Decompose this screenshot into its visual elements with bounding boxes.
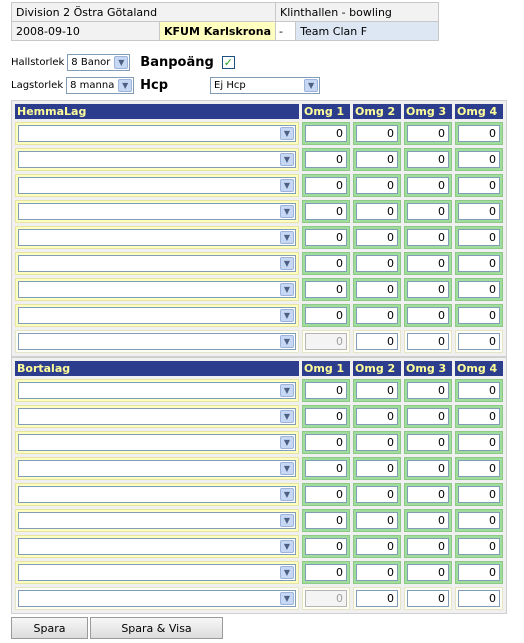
away-total-row <box>15 587 503 610</box>
home-score-cell <box>302 278 350 301</box>
home-score-cell <box>302 174 350 197</box>
home-score-input-omg-3[interactable]: 0 <box>407 307 449 324</box>
chevron-down-icon: ▼ <box>280 153 294 166</box>
home-score-cell <box>404 200 452 223</box>
away-score-input-omg-4[interactable]: 0 <box>458 486 500 503</box>
hcp-value: Ej Hcp <box>214 80 246 91</box>
division-cell: Division 2 Östra Götaland <box>12 3 276 22</box>
home-player-select[interactable] <box>18 255 296 272</box>
away-score-cell <box>302 509 350 532</box>
match-info-table <box>11 2 439 41</box>
away-player-row <box>15 535 503 558</box>
settings-row-1 <box>11 54 235 71</box>
away-score-cell <box>455 509 503 532</box>
chevron-down-icon: ▼ <box>280 410 294 423</box>
away-extra-player-select[interactable] <box>18 590 296 607</box>
home-score-cell <box>455 200 503 223</box>
home-score-cell <box>353 122 401 145</box>
lagstorlek-value: 8 manna <box>70 80 115 91</box>
away-col-4: Omg 4 <box>455 361 503 376</box>
home-score-cell <box>353 304 401 327</box>
away-extra-player-cell <box>15 587 299 610</box>
chevron-down-icon: ▼ <box>280 488 294 501</box>
home-score-cell <box>302 304 350 327</box>
hallstorlek-select[interactable] <box>67 54 130 71</box>
away-score-cell <box>404 457 452 480</box>
chevron-down-icon: ▼ <box>280 540 294 553</box>
home-total-omg-1: 0 <box>305 333 347 350</box>
home-total-cell <box>302 330 350 353</box>
home-player-row <box>15 122 503 145</box>
home-player-row <box>15 200 503 223</box>
home-extra-player-cell <box>15 330 299 353</box>
away-player-row <box>15 431 503 454</box>
away-score-cell <box>455 561 503 584</box>
away-score-input-omg-1[interactable]: 0 <box>305 512 347 529</box>
home-col-4: Omg 4 <box>455 104 503 119</box>
away-score-cell <box>404 535 452 558</box>
away-score-cell <box>404 379 452 402</box>
chevron-down-icon: ▼ <box>280 436 294 449</box>
home-score-input-omg-1[interactable]: 0 <box>305 255 347 272</box>
away-total-cell <box>302 587 350 610</box>
home-player-cell <box>15 226 299 249</box>
home-score-cell <box>455 148 503 171</box>
chevron-down-icon: ▼ <box>280 127 294 140</box>
away-score-cell <box>353 379 401 402</box>
away-total-cell <box>404 587 452 610</box>
home-player-cell <box>15 174 299 197</box>
home-score-cell <box>455 304 503 327</box>
away-player-cell <box>15 561 299 584</box>
away-score-input-omg-1[interactable]: 0 <box>305 538 347 555</box>
away-total-omg-1: 0 <box>305 590 347 607</box>
home-score-cell <box>302 122 350 145</box>
away-score-input-omg-2[interactable]: 0 <box>356 382 398 399</box>
save-and-view-button[interactable]: Spara & Visa <box>90 617 223 639</box>
away-player-row <box>15 457 503 480</box>
away-score-input-omg-2[interactable]: 0 <box>356 564 398 581</box>
home-total-omg-4[interactable]: 0 <box>458 333 500 350</box>
home-score-input-omg-2[interactable]: 0 <box>356 307 398 324</box>
away-player-cell <box>15 379 299 402</box>
away-player-row <box>15 379 503 402</box>
away-score-cell <box>455 457 503 480</box>
chevron-down-icon: ▼ <box>280 566 294 579</box>
away-score-input-omg-1[interactable]: 0 <box>305 564 347 581</box>
hcp-label: Hcp <box>140 78 169 93</box>
away-player-select[interactable] <box>18 538 296 555</box>
away-score-input-omg-3[interactable]: 0 <box>407 408 449 425</box>
home-col-2: Omg 2 <box>353 104 401 119</box>
home-score-input-omg-1[interactable]: 0 <box>305 151 347 168</box>
chevron-down-icon: ▼ <box>280 179 294 192</box>
home-player-cell <box>15 122 299 145</box>
home-score-input-omg-4[interactable]: 0 <box>458 229 500 246</box>
home-score-input-omg-3[interactable]: 0 <box>407 229 449 246</box>
home-player-row <box>15 278 503 301</box>
home-score-cell <box>455 252 503 275</box>
away-player-cell <box>15 405 299 428</box>
away-score-input-omg-2[interactable]: 0 <box>356 486 398 503</box>
home-score-cell <box>353 174 401 197</box>
chevron-down-icon: ▼ <box>280 309 294 322</box>
home-score-cell <box>353 226 401 249</box>
home-score-cell <box>404 174 452 197</box>
home-score-input-omg-1[interactable]: 0 <box>305 281 347 298</box>
banpoang-checkbox[interactable] <box>222 56 235 69</box>
away-score-input-omg-2[interactable]: 0 <box>356 512 398 529</box>
away-score-cell <box>302 457 350 480</box>
away-score-cell <box>455 535 503 558</box>
home-score-input-omg-2[interactable]: 0 <box>356 177 398 194</box>
chevron-down-icon: ▼ <box>114 56 128 69</box>
home-total-row <box>15 330 503 353</box>
away-score-cell <box>353 561 401 584</box>
home-score-cell <box>404 304 452 327</box>
home-score-input-omg-1[interactable]: 0 <box>305 203 347 220</box>
home-player-row <box>15 252 503 275</box>
home-score-input-omg-3[interactable]: 0 <box>407 125 449 142</box>
away-player-cell <box>15 483 299 506</box>
away-player-row <box>15 405 503 428</box>
home-score-input-omg-4[interactable]: 0 <box>458 125 500 142</box>
home-score-input-omg-3[interactable]: 0 <box>407 151 449 168</box>
away-score-input-omg-2[interactable]: 0 <box>356 408 398 425</box>
away-score-input-omg-4[interactable]: 0 <box>458 538 500 555</box>
home-player-select[interactable] <box>18 203 296 220</box>
home-score-cell <box>455 278 503 301</box>
home-score-input-omg-2[interactable]: 0 <box>356 203 398 220</box>
home-player-cell <box>15 252 299 275</box>
home-score-input-omg-3[interactable]: 0 <box>407 255 449 272</box>
home-col-3: Omg 3 <box>404 104 452 119</box>
home-total-cell <box>404 330 452 353</box>
away-score-input-omg-3[interactable]: 0 <box>407 512 449 529</box>
home-total-omg-2[interactable]: 0 <box>356 333 398 350</box>
away-col-3: Omg 3 <box>404 361 452 376</box>
away-col-1: Omg 1 <box>302 361 350 376</box>
chevron-down-icon: ▼ <box>280 283 294 296</box>
away-score-input-omg-4[interactable]: 0 <box>458 512 500 529</box>
away-score-input-omg-1[interactable]: 0 <box>305 460 347 477</box>
chevron-down-icon: ▼ <box>280 462 294 475</box>
home-score-input-omg-1[interactable]: 0 <box>305 125 347 142</box>
chevron-down-icon: ▼ <box>304 79 318 92</box>
home-score-cell <box>353 200 401 223</box>
away-total-omg-2[interactable]: 0 <box>356 590 398 607</box>
away-total-cell <box>353 587 401 610</box>
hcp-select[interactable] <box>210 77 320 94</box>
away-player-row <box>15 483 503 506</box>
away-total-omg-4[interactable]: 0 <box>458 590 500 607</box>
hallstorlek-label: Hallstorlek <box>11 57 65 68</box>
home-score-cell <box>302 252 350 275</box>
lagstorlek-label: Lagstorlek <box>11 80 64 91</box>
banpoang-label: Banpoäng <box>140 55 214 70</box>
away-player-cell <box>15 509 299 532</box>
away-score-cell <box>455 431 503 454</box>
home-player-row <box>15 226 503 249</box>
away-player-select[interactable] <box>18 486 296 503</box>
chevron-down-icon: ▼ <box>280 335 294 348</box>
home-player-row <box>15 174 503 197</box>
home-score-input-omg-4[interactable]: 0 <box>458 255 500 272</box>
lagstorlek-select[interactable] <box>66 77 134 94</box>
away-score-input-omg-1[interactable]: 0 <box>305 486 347 503</box>
home-score-cell <box>404 226 452 249</box>
home-player-cell <box>15 304 299 327</box>
chevron-down-icon: ▼ <box>280 231 294 244</box>
chevron-down-icon: ▼ <box>280 514 294 527</box>
away-total-omg-3[interactable]: 0 <box>407 590 449 607</box>
away-col-2: Omg 2 <box>353 361 401 376</box>
chevron-down-icon: ▼ <box>118 79 132 92</box>
home-score-input-omg-2[interactable]: 0 <box>356 229 398 246</box>
away-score-cell <box>455 379 503 402</box>
home-score-input-omg-3[interactable]: 0 <box>407 281 449 298</box>
team-separator: - <box>276 22 296 41</box>
away-team-grid <box>11 357 507 614</box>
home-score-input-omg-2[interactable]: 0 <box>356 255 398 272</box>
away-score-cell <box>404 509 452 532</box>
home-score-input-omg-4[interactable]: 0 <box>458 177 500 194</box>
home-score-cell <box>404 278 452 301</box>
home-player-select[interactable] <box>18 151 296 168</box>
home-player-row <box>15 148 503 171</box>
hallstorlek-value: 8 Banor <box>71 57 111 68</box>
home-team-grid <box>11 100 507 357</box>
away-score-input-omg-2[interactable]: 0 <box>356 434 398 451</box>
home-score-cell <box>404 122 452 145</box>
away-score-cell <box>353 405 401 428</box>
home-score-cell <box>302 200 350 223</box>
home-total-cell <box>353 330 401 353</box>
home-player-cell <box>15 200 299 223</box>
away-score-input-omg-1[interactable]: 0 <box>305 434 347 451</box>
away-score-cell <box>404 405 452 428</box>
home-score-cell <box>404 252 452 275</box>
away-score-input-omg-3[interactable]: 0 <box>407 564 449 581</box>
away-score-input-omg-4[interactable]: 0 <box>458 382 500 399</box>
away-score-cell <box>404 561 452 584</box>
venue-cell: Klinthallen - bowling <box>276 3 439 22</box>
away-header: Bortalag <box>15 361 299 376</box>
home-score-input-omg-2[interactable]: 0 <box>356 125 398 142</box>
home-score-input-omg-1[interactable]: 0 <box>305 229 347 246</box>
away-player-cell <box>15 457 299 480</box>
away-total-cell <box>455 587 503 610</box>
away-score-cell <box>455 405 503 428</box>
home-score-input-omg-2[interactable]: 0 <box>356 281 398 298</box>
home-score-input-omg-3[interactable]: 0 <box>407 177 449 194</box>
away-player-cell <box>15 535 299 558</box>
home-score-input-omg-4[interactable]: 0 <box>458 203 500 220</box>
away-player-select[interactable] <box>18 460 296 477</box>
away-score-cell <box>302 379 350 402</box>
chevron-down-icon: ▼ <box>280 384 294 397</box>
away-player-select[interactable] <box>18 434 296 451</box>
home-team-cell: KFUM Karlskrona <box>160 22 276 41</box>
home-player-cell <box>15 278 299 301</box>
home-score-input-omg-2[interactable]: 0 <box>356 151 398 168</box>
away-score-cell <box>404 431 452 454</box>
away-score-input-omg-2[interactable]: 0 <box>356 538 398 555</box>
home-score-input-omg-4[interactable]: 0 <box>458 281 500 298</box>
home-score-cell <box>353 252 401 275</box>
away-score-input-omg-1[interactable]: 0 <box>305 408 347 425</box>
home-score-cell <box>455 174 503 197</box>
away-score-cell <box>302 535 350 558</box>
check-icon: ✓ <box>223 56 233 69</box>
away-score-cell <box>404 483 452 506</box>
away-score-cell <box>302 561 350 584</box>
home-score-input-omg-1[interactable]: 0 <box>305 177 347 194</box>
home-total-omg-3[interactable]: 0 <box>407 333 449 350</box>
home-header: HemmaLag <box>15 104 299 119</box>
home-score-cell <box>455 226 503 249</box>
save-button[interactable]: Spara <box>11 617 88 639</box>
home-score-cell <box>353 278 401 301</box>
home-score-cell <box>455 122 503 145</box>
settings-row-2 <box>11 77 320 94</box>
away-player-cell <box>15 431 299 454</box>
away-player-select[interactable] <box>18 408 296 425</box>
away-score-cell <box>353 535 401 558</box>
away-score-cell <box>353 431 401 454</box>
home-score-input-omg-4[interactable]: 0 <box>458 307 500 324</box>
home-score-input-omg-4[interactable]: 0 <box>458 151 500 168</box>
home-player-select[interactable] <box>18 281 296 298</box>
home-player-row <box>15 304 503 327</box>
home-col-1: Omg 1 <box>302 104 350 119</box>
away-score-cell <box>353 483 401 506</box>
date-cell: 2008-09-10 <box>12 22 160 41</box>
home-player-cell <box>15 148 299 171</box>
home-player-select[interactable] <box>18 307 296 324</box>
away-score-cell <box>302 431 350 454</box>
away-score-cell <box>302 405 350 428</box>
away-score-cell <box>455 483 503 506</box>
home-player-select[interactable] <box>18 177 296 194</box>
chevron-down-icon: ▼ <box>280 205 294 218</box>
away-score-input-omg-3[interactable]: 0 <box>407 382 449 399</box>
away-score-input-omg-4[interactable]: 0 <box>458 460 500 477</box>
away-score-input-omg-2[interactable]: 0 <box>356 460 398 477</box>
away-player-select[interactable] <box>18 564 296 581</box>
away-score-input-omg-4[interactable]: 0 <box>458 564 500 581</box>
home-total-cell <box>455 330 503 353</box>
chevron-down-icon: ▼ <box>280 257 294 270</box>
away-team-cell: Team Clan F <box>296 22 439 41</box>
away-player-row <box>15 509 503 532</box>
chevron-down-icon: ▼ <box>280 592 294 605</box>
home-extra-player-select[interactable] <box>18 333 296 350</box>
away-score-cell <box>302 483 350 506</box>
away-score-input-omg-4[interactable]: 0 <box>458 434 500 451</box>
away-score-input-omg-3[interactable]: 0 <box>407 460 449 477</box>
away-score-input-omg-1[interactable]: 0 <box>305 382 347 399</box>
away-score-cell <box>353 457 401 480</box>
home-player-select[interactable] <box>18 229 296 246</box>
away-score-input-omg-3[interactable]: 0 <box>407 434 449 451</box>
away-score-input-omg-3[interactable]: 0 <box>407 486 449 503</box>
away-score-cell <box>353 509 401 532</box>
away-player-row <box>15 561 503 584</box>
away-player-select[interactable] <box>18 512 296 529</box>
home-player-select[interactable] <box>18 125 296 142</box>
away-player-select[interactable] <box>18 382 296 399</box>
away-score-input-omg-4[interactable]: 0 <box>458 408 500 425</box>
home-score-cell <box>353 148 401 171</box>
home-score-input-omg-1[interactable]: 0 <box>305 307 347 324</box>
home-score-input-omg-3[interactable]: 0 <box>407 203 449 220</box>
home-score-cell <box>404 148 452 171</box>
home-score-cell <box>302 148 350 171</box>
home-score-cell <box>302 226 350 249</box>
away-score-input-omg-3[interactable]: 0 <box>407 538 449 555</box>
